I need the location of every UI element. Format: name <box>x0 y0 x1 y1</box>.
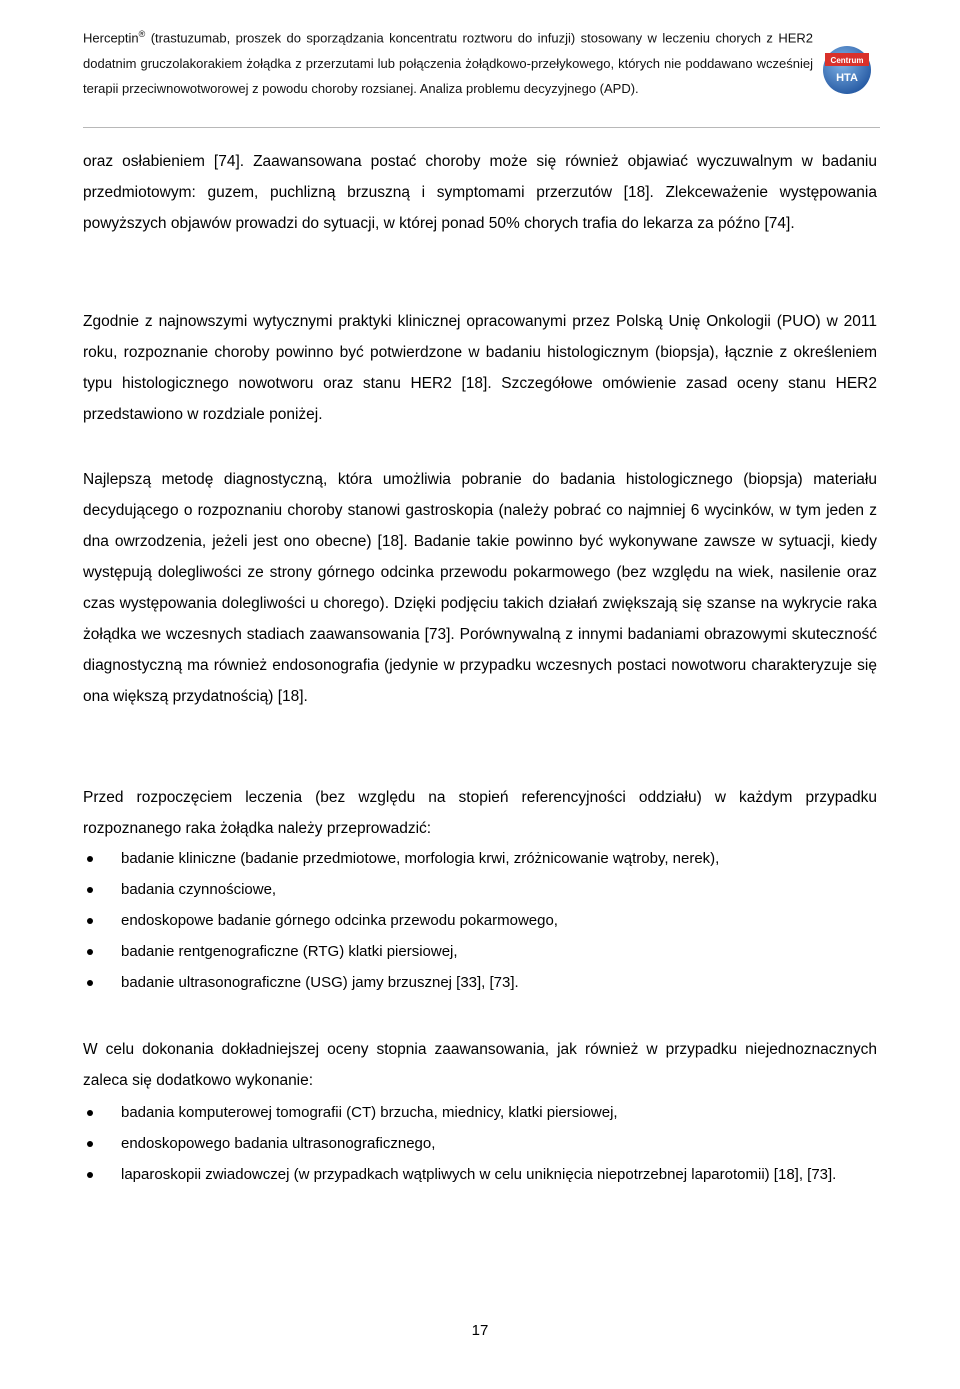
paragraph-1 <box>83 146 877 239</box>
bullet-icon <box>87 1141 93 1147</box>
header-product-name: Herceptin <box>83 30 139 46</box>
paragraph-4 <box>83 782 877 844</box>
document-header <box>83 22 813 102</box>
list-item <box>83 1097 877 1128</box>
list-item-text: badanie ultrasonograficzne (USG) jamy brzusznej [33], [73]. <box>121 974 519 991</box>
registered-mark: ® <box>138 29 146 39</box>
examination-list <box>83 843 877 998</box>
paragraph-2-text: Zgodnie z najnowszymi wytycznymi praktyki klinicznej opracowanymi przez Polską Unię Onkologii (PUO) w 2011 roku, rozpoznanie choroby powinno być potwierdzone w badaniu histologicznym (biopsja), łącznie z określeniem typu histologicznego nowotworu oraz stanu HER2 [18]. Szczegółowe omówienie zasad oceny stanu HER2 przedstawiono w rozdziale poniżej. <box>83 313 877 423</box>
list-item <box>83 936 877 967</box>
list-item <box>83 843 877 874</box>
list-item <box>83 905 877 936</box>
paragraph-5 <box>83 1034 877 1096</box>
bullet-icon <box>87 1110 93 1116</box>
logo-top-text: Centrum <box>830 56 864 65</box>
paragraph-1-text: oraz osłabieniem [74]. Zaawansowana postać choroby może się również objawiać wyczuwalnym w badaniu przedmiotowym: guzem, puchlizną brzuszną i symptomami przerzutów [18]. Zlekceważenie występowania powyższych objawów prowadzi do sytuacji, w której ponad 50% chorych trafia do lekarza za późno [74]. <box>83 153 877 232</box>
bullet-icon <box>87 887 93 893</box>
list-item-text: endoskopowe badanie górnego odcinka przewodu pokarmowego, <box>121 912 558 929</box>
bullet-icon <box>87 1172 93 1178</box>
logo-bottom-text: HTA <box>836 72 858 84</box>
bullet-icon <box>87 918 93 924</box>
list-item <box>83 1128 877 1159</box>
bullet-icon <box>87 856 93 862</box>
bullet-icon <box>87 949 93 955</box>
header-divider <box>83 127 880 128</box>
list-item-text: badania czynnościowe, <box>121 881 277 898</box>
list-item-text: badania komputerowej tomografii (CT) brzucha, miednicy, klatki piersiowej, <box>121 1104 618 1121</box>
page-number: 17 <box>471 1322 489 1339</box>
centrum-hta-logo <box>819 44 875 96</box>
list-item-text: badanie rentgenograficzne (RTG) klatki piersiowej, <box>121 943 458 960</box>
list-item-text: badanie kliniczne (badanie przedmiotowe, morfologia krwi, zróżnicowanie wątroby, nerek), <box>121 850 720 867</box>
list-item <box>83 874 877 905</box>
paragraph-3 <box>83 464 877 712</box>
header-title-text: (trastuzumab, proszek do sporządzania koncentratu roztworu do infuzji) stosowany w leczeniu chorych z HER2 dodatnim gruczolakorakiem żołądka z przerzutami lub połączenia żołądkowo-przełykowego, których nie poddawano wcześniej terapii przeciwnowotworowej z powodu choroby rozsianej. Analiza problemu decyzyjnego (APD). <box>83 30 813 97</box>
list-item <box>83 967 877 998</box>
bullet-icon <box>87 980 93 986</box>
paragraph-3-text: Najlepszą metodę diagnostyczną, która umożliwia pobranie do badania histologicznego (biopsja) materiału decydującego o rozpoznaniu choroby stanowi gastroskopia (należy pobrać co najmniej 6 wycinków, w tym jeden z dna owrzodzenia, jeżeli jest ono obecne) [18]. Badanie takie powinno być wykonywane zawsze w sytuacji, kiedy występują dolegliwości ze strony górnego odcinka przewodu pokarmowego (bez względu na wiek, nasilenie oraz czas występowania dolegliwości u chorego). Dzięki podjęciu takich działań zwiększają się szanse na wykrycie raka żołądka we wczesnych stadiach zaawansowania [73]. Porównywalną z innymi badaniami obrazowymi skuteczność diagnostyczną ma również endosonografia (jedynie w przypadku wczesnych postaci nowotworu charakteryzuje się ona większą przydatnością) [18]. <box>83 471 877 705</box>
paragraph-4-text: Przed rozpoczęciem leczenia (bez względu na stopień referencyjności oddziału) w każdym przypadku rozpoznanego raka żołądka należy przeprowadzić: <box>83 789 877 837</box>
paragraph-5-text: W celu dokonania dokładniejszej oceny stopnia zaawansowania, jak również w przypadku niejednoznacznych zaleca się dodatkowo wykonanie: <box>83 1041 877 1089</box>
list-item-text: laparoskopii zwiadowczej (w przypadkach wątpliwych w celu uniknięcia niepotrzebnej laparotomii) [18], [73]. <box>121 1166 837 1183</box>
paragraph-2 <box>83 306 877 430</box>
additional-exams-list <box>83 1097 877 1190</box>
list-item <box>83 1159 877 1190</box>
list-item-text: endoskopowego badania ultrasonograficznego, <box>121 1135 436 1152</box>
